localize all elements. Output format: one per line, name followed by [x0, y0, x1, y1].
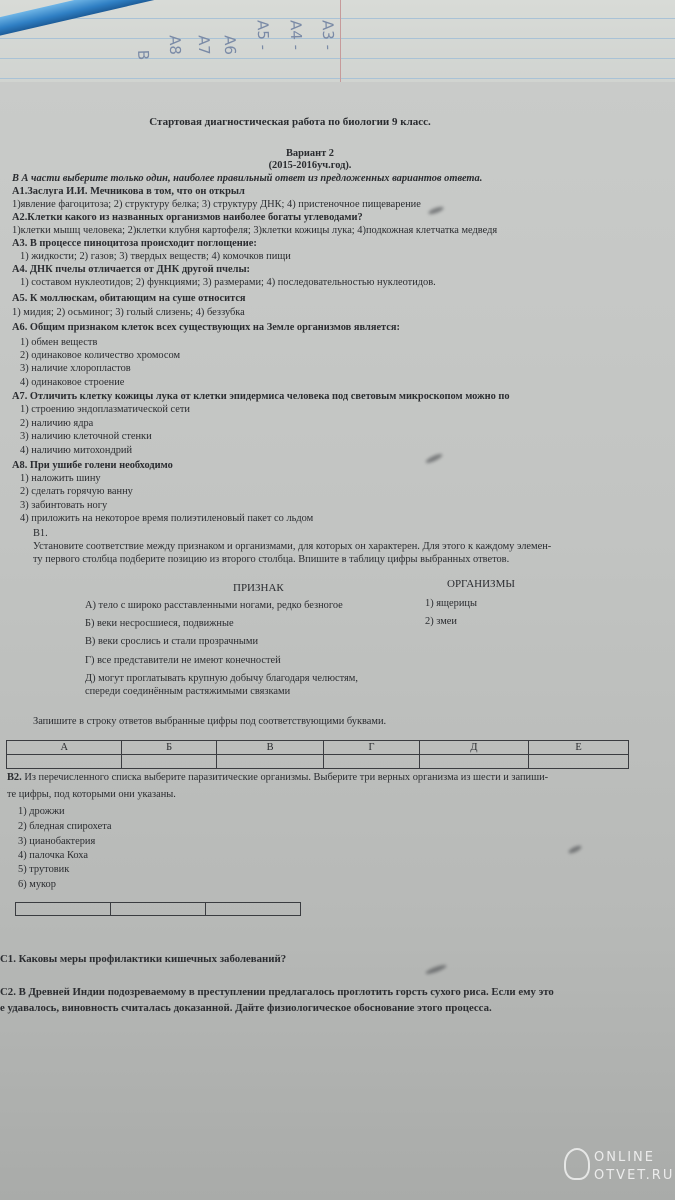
answer-header-e: Д	[419, 741, 529, 755]
handwriting-b: В	[133, 49, 153, 61]
option-a3: 1) жидкости; 2) газов; 3) твердых веществ; 4) комочков пищи	[20, 251, 291, 262]
option-a7-4: 4) наличию митохондрий	[20, 445, 133, 456]
question-c2-line1: С2. В Древней Индии подозреваемому в преступлении предлагалось проглотить горсть сухого риса. Если ему это	[0, 986, 554, 998]
lightbulb-icon	[564, 1148, 590, 1180]
b2-answer-cell-1[interactable]	[16, 903, 111, 916]
question-a7: А7. Отличить клетку кожицы лука от клетки эпидермиса человека под световым микроскопом можно по	[12, 391, 510, 402]
b1-text-1: Установите соответствие между признаком и организмами, для которых он характерен. Для этого к каждому элемен-	[33, 541, 552, 552]
option-a7-3: 3) наличию клеточной стенки	[20, 431, 152, 442]
question-a6: А6. Общим признаком клеток всех существующих на Земле организмов является:	[12, 322, 400, 333]
option-a4: 1) составом нуклеотидов; 2) функциями; 3) размерами; 4) последовательностью нуклеотидов.	[20, 277, 436, 288]
answer-header-b: Б	[122, 741, 216, 755]
handwriting-a3: А3 -	[318, 19, 338, 51]
doc-year: (2015-2016уч.год).	[268, 160, 352, 171]
question-a1: А1.Заслуга И.И. Мечникова в том, что он открыл	[12, 186, 245, 197]
option-a6-3: 3) наличие хлоропластов	[20, 363, 131, 374]
b1-feature-d: Г) все представители не имеют конечностей	[85, 655, 281, 666]
option-a7-1: 1) строению эндоплазматической сети	[20, 404, 190, 415]
question-c2-line2: е удавалось, виновность считалась доказанной. Дайте физиологическое обоснование этого процесса.	[0, 1002, 492, 1014]
answer-cell-b[interactable]	[122, 755, 216, 769]
b1-answer-table	[6, 740, 629, 769]
option-a6-1: 1) обмен веществ	[20, 337, 98, 348]
doc-title: Стартовая диагностическая работа по биологии 9 класс.	[149, 116, 431, 128]
handwriting-a6: А6	[220, 34, 240, 56]
question-a5: А5. К моллюскам, обитающим на суше относится	[12, 293, 246, 304]
pen-tip	[157, 0, 185, 2]
handwriting-a7: А7	[194, 34, 214, 56]
answer-header-a: А	[7, 741, 122, 755]
watermark-line2: OTVET.RU	[594, 1168, 675, 1183]
b1-col-organism: ОРГАНИЗМЫ	[447, 578, 515, 590]
b1-feature-c: В) веки срослись и стали прозрачными	[85, 636, 259, 647]
b1-organism-2: 2) змеи	[425, 616, 457, 627]
handwriting-a4: А4 -	[286, 19, 306, 51]
option-a1: 1)явление фагоцитоза; 2) структуру белка; 3) структуру ДНК; 4) пристеночное пищеварение	[12, 199, 421, 210]
site-watermark	[560, 1142, 675, 1192]
b1-organism-1: 1) ящерицы	[425, 598, 477, 609]
b2-text-1-rest: Из перечисленного списка выберите паразитические организмы. Выберите три верных организма из шести и запиши-	[21, 772, 549, 783]
b2-answer-cell-3[interactable]	[206, 903, 301, 916]
question-a4: А4. ДНК пчелы отличается от ДНК другой пчелы:	[12, 264, 251, 275]
answer-header-c: В	[216, 741, 324, 755]
answer-header-f: Е	[529, 741, 629, 755]
option-a8-3: 3) забинтовать ногу	[20, 500, 108, 511]
answer-cell-d[interactable]	[324, 755, 419, 769]
b1-text-2: ту первого столбца подберите позицию из второго столбца. Впишите в таблицу цифры выбранных ответов.	[33, 554, 510, 565]
b1-feature-a: А) тело с широко расставленными ногами, редко безногое	[85, 600, 343, 611]
b1-feature-e-1: Д) могут проглатывать крупную добычу благодаря челюстям,	[85, 673, 358, 684]
b1-feature-b: Б) веки несросшиеся, подвижные	[85, 618, 234, 629]
b1-write-instruction: Запишите в строку ответов выбранные цифры под соответствующими буквами.	[33, 716, 387, 727]
option-a8-4: 4) приложить на некоторое время полиэтиленовый пакет со льдом	[20, 513, 314, 524]
option-a2: 1)клетки мышц человека; 2)клетки клубня картофеля; 3)клетки кожицы лука; 4)подкожная клетчатка медведя	[12, 225, 498, 236]
answer-cell-c[interactable]	[216, 755, 324, 769]
b1-label: В1.	[33, 528, 48, 539]
option-a6-2: 2) одинаковое количество хромосом	[20, 350, 181, 361]
b2-answer-cell-2[interactable]	[111, 903, 206, 916]
b2-item-6: 6) мукор	[18, 879, 56, 890]
b1-col-feature: ПРИЗНАК	[233, 582, 284, 594]
handwriting-a5: А5 -	[253, 19, 273, 51]
option-a6-4: 4) одинаковое строение	[20, 377, 125, 388]
watermark-line1: ONLINE	[594, 1150, 655, 1165]
pen	[0, 0, 206, 40]
doc-instruction: В А части выберите только один, наиболее правильный ответ из предложенных вариантов ответа.	[12, 173, 483, 184]
doc-variant: Вариант 2	[286, 148, 334, 159]
b2-answer-table	[15, 902, 301, 916]
answer-cell-a[interactable]	[7, 755, 122, 769]
answer-cell-e[interactable]	[419, 755, 529, 769]
b2-item-1: 1) дрожжи	[18, 806, 65, 817]
answer-cell-f[interactable]	[529, 755, 629, 769]
b2-text-2: те цифры, под которыми они указаны.	[7, 789, 176, 800]
b2-item-3: 3) цианобактерия	[18, 836, 96, 847]
option-a8-2: 2) сделать горячую ванну	[20, 486, 133, 497]
b2-item-4: 4) палочка Коха	[18, 850, 88, 861]
question-a8: А8. При ушибе голени необходимо	[12, 460, 173, 471]
question-a2: А2.Клетки какого из названных организмов наиболее богаты углеводами?	[12, 212, 363, 223]
answer-header-d: Г	[324, 741, 419, 755]
b2-text-1: В2. Из перечисленного списка выберите паразитические организмы. Выберите три верных организма из шести и запиши-	[7, 772, 549, 783]
option-a8-1: 1) наложить шину	[20, 473, 101, 484]
b2-item-5: 5) трутовик	[18, 864, 70, 875]
handwriting-a8: А8	[165, 34, 185, 56]
option-a5: 1) мидия; 2) осьминог; 3) голый слизень; 4) беззубка	[12, 307, 245, 318]
option-a7-2: 2) наличию ядра	[20, 418, 94, 429]
question-a3: А3. В процессе пиноцитоза происходит поглощение:	[12, 238, 257, 249]
question-c1: С1. Каковы меры профилактики кишечных заболеваний?	[0, 953, 287, 965]
b1-feature-e-2: спереди соединённым растяжимыми связками	[85, 686, 291, 697]
b2-item-2: 2) бледная спирохета	[18, 821, 112, 832]
